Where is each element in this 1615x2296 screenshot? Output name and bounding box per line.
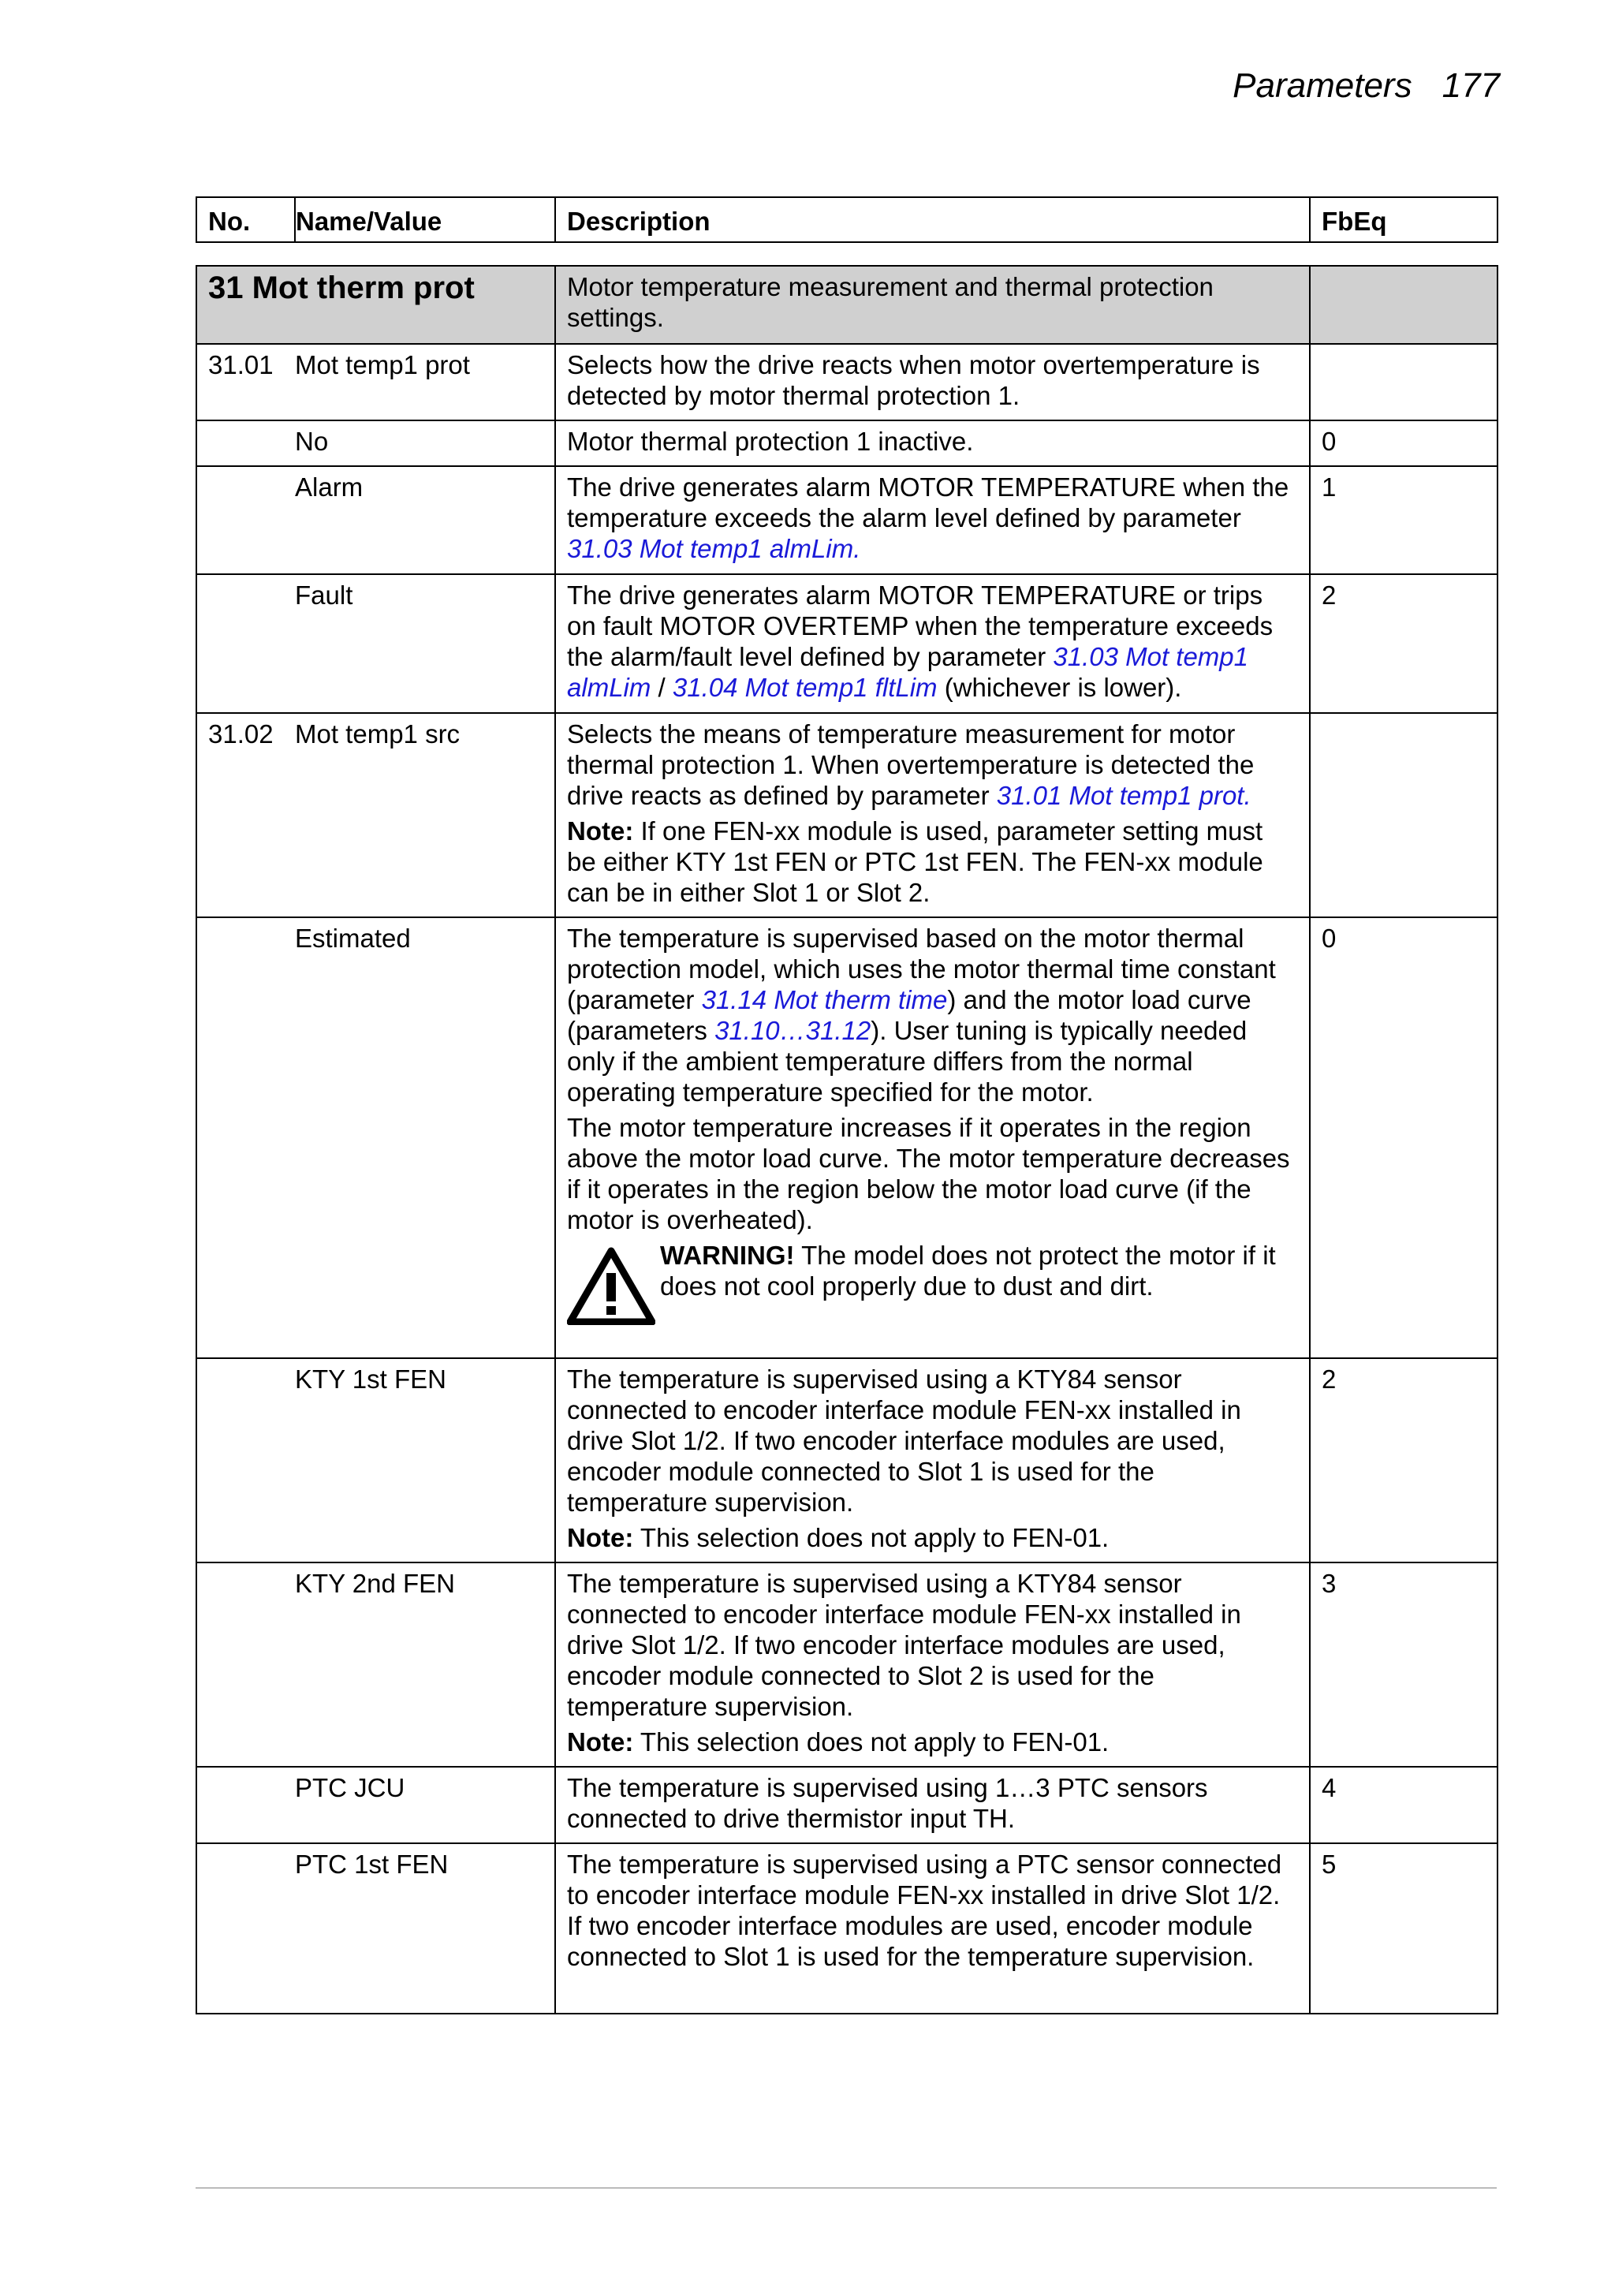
warning-triangle-icon (567, 1240, 660, 1331)
param-fbeq (1310, 344, 1498, 420)
param-link[interactable]: 31.14 Mot therm time (701, 985, 948, 1014)
section-title: Parameters (1233, 66, 1412, 105)
footer-rule (196, 2187, 1497, 2189)
value-name: Fault (295, 574, 555, 713)
value-description: The drive generates alarm MOTOR TEMPERATURE when the temperature exceeds the alarm level defined by parameter 31.03 Mot temp1 almLim. (555, 466, 1310, 574)
page-number: 177 (1442, 66, 1500, 105)
param-link[interactable]: 31.10 (714, 1016, 780, 1045)
group-title: 31 Mot therm prot (196, 266, 555, 344)
page-header (1233, 66, 1500, 106)
value-fbeq: 0 (1310, 420, 1498, 466)
param-description: Selects how the drive reacts when motor overtemperature is detected by motor thermal protection 1. (555, 344, 1310, 420)
value-name: KTY 2nd FEN (295, 1562, 555, 1767)
note: Note: This selection does not apply to FEN-01. (567, 1523, 1110, 1552)
value-description: The temperature is supervised using a KTY84 sensor connected to encoder interface module FEN-xx installed in drive Slot 1/2. If two encoder interface modules are used, encoder module connected to Slot 2 is used for the temperature supervision. Note: This selection does not apply to FEN-01. (555, 1562, 1310, 1767)
column-header-table (196, 196, 1498, 243)
param-link[interactable]: 31.01 Mot temp1 prot (996, 781, 1244, 810)
column-header-row (196, 197, 1498, 242)
group-fbeq (1310, 266, 1498, 344)
parameter-table (196, 265, 1498, 2014)
col-name-header: Name/Value (295, 197, 555, 242)
param-description: Selects the means of temperature measurement for motor thermal protection 1. When overtemperature is detected the drive reacts as defined by parameter 31.01 Mot temp1 prot. Note: If one FEN-xx module is used, parameter setting must be either KTY 1st FEN or PTC 1st FEN. The FEN-xx module can be in either Slot 1 or Slot 2. (555, 713, 1310, 917)
param-link[interactable]: 31.12 (805, 1016, 871, 1045)
col-no-header: No. (196, 197, 295, 242)
value-description: The temperature is supervised based on the motor thermal protection model, which uses the motor thermal time constant (parameter 31.14 Mot therm time) and the motor load curve (parameters 31.10…31.12). User tuning is typically needed only if the ambient temperature differs from the normal operating temperature specified for the motor. The motor temperature increases if it operates in the region above the motor load curve. The motor temperature decreases if it operates in the region below the motor load curve (if the motor is overheated). WARNING! The model does not protect the motor if it does not cool properly due to dust and dirt. (555, 917, 1310, 1358)
note: Note: This selection does not apply to FEN-01. (567, 1727, 1110, 1757)
table-row (196, 1767, 1498, 1843)
table-row (196, 713, 1498, 917)
value-fbeq: 5 (1310, 1843, 1498, 2014)
group-description: Motor temperature measurement and thermal protection settings. (555, 266, 1310, 344)
value-name: KTY 1st FEN (295, 1358, 555, 1562)
value-description: Motor thermal protection 1 inactive. (555, 420, 1310, 466)
note: Note: If one FEN-xx module is used, parameter setting must be either KTY 1st FEN or PTC 1st FEN. The FEN-xx module can be in either Slot 1 or Slot 2. (567, 816, 1263, 907)
value-fbeq: 2 (1310, 574, 1498, 713)
param-fbeq (1310, 713, 1498, 917)
param-number: 31.01 (196, 344, 295, 420)
value-description: The temperature is supervised using 1…3 PTC sensors connected to drive thermistor input TH. (555, 1767, 1310, 1843)
table-row (196, 466, 1498, 574)
value-fbeq: 2 (1310, 1358, 1498, 1562)
param-link[interactable]: 31.03 Mot temp1 almLim (567, 534, 854, 563)
param-number: 31.02 (196, 713, 295, 917)
col-desc-header: Description (555, 197, 1310, 242)
table-row (196, 574, 1498, 713)
value-fbeq: 1 (1310, 466, 1498, 574)
table-row (196, 917, 1498, 1358)
value-fbeq: 4 (1310, 1767, 1498, 1843)
value-fbeq: 0 (1310, 917, 1498, 1358)
param-link[interactable]: 31.04 Mot temp1 fltLim (672, 673, 938, 702)
table-row (196, 420, 1498, 466)
table-row (196, 344, 1498, 420)
value-name: Alarm (295, 466, 555, 574)
value-fbeq: 3 (1310, 1562, 1498, 1767)
value-name: PTC 1st FEN (295, 1843, 555, 2014)
param-name: Mot temp1 prot (295, 344, 555, 420)
table-row (196, 1562, 1498, 1767)
param-link[interactable]: 31.03 Mot temp1 almLim (567, 642, 1249, 702)
value-description: The temperature is supervised using a PTC sensor connected to encoder interface module FEN-xx installed in drive Slot 1/2. If two encoder interface modules are used, encoder module connected to Slot 1 is used for the temperature supervision. (555, 1843, 1310, 2014)
table-row (196, 1843, 1498, 2014)
group-row (196, 266, 1498, 344)
param-name: Mot temp1 src (295, 713, 555, 917)
table-row (196, 1358, 1498, 1562)
value-name: No (295, 420, 555, 466)
value-description: The drive generates alarm MOTOR TEMPERATURE or trips on fault MOTOR OVERTEMP when the temperature exceeds the alarm/fault level defined by parameter 31.03 Mot temp1 almLim / 31.04 Mot temp1 fltLim (whichever is lower). (555, 574, 1310, 713)
value-name: Estimated (295, 917, 555, 1358)
warning-block: WARNING! The model does not protect the motor if it does not cool properly due to dust and dirt. (567, 1240, 1293, 1331)
value-name: PTC JCU (295, 1767, 555, 1843)
col-fbeq-header: FbEq (1310, 197, 1498, 242)
value-description: The temperature is supervised using a KTY84 sensor connected to encoder interface module FEN-xx installed in drive Slot 1/2. If two encoder interface modules are used, encoder module connected to Slot 1 is used for the temperature supervision. Note: This selection does not apply to FEN-01. (555, 1358, 1310, 1562)
